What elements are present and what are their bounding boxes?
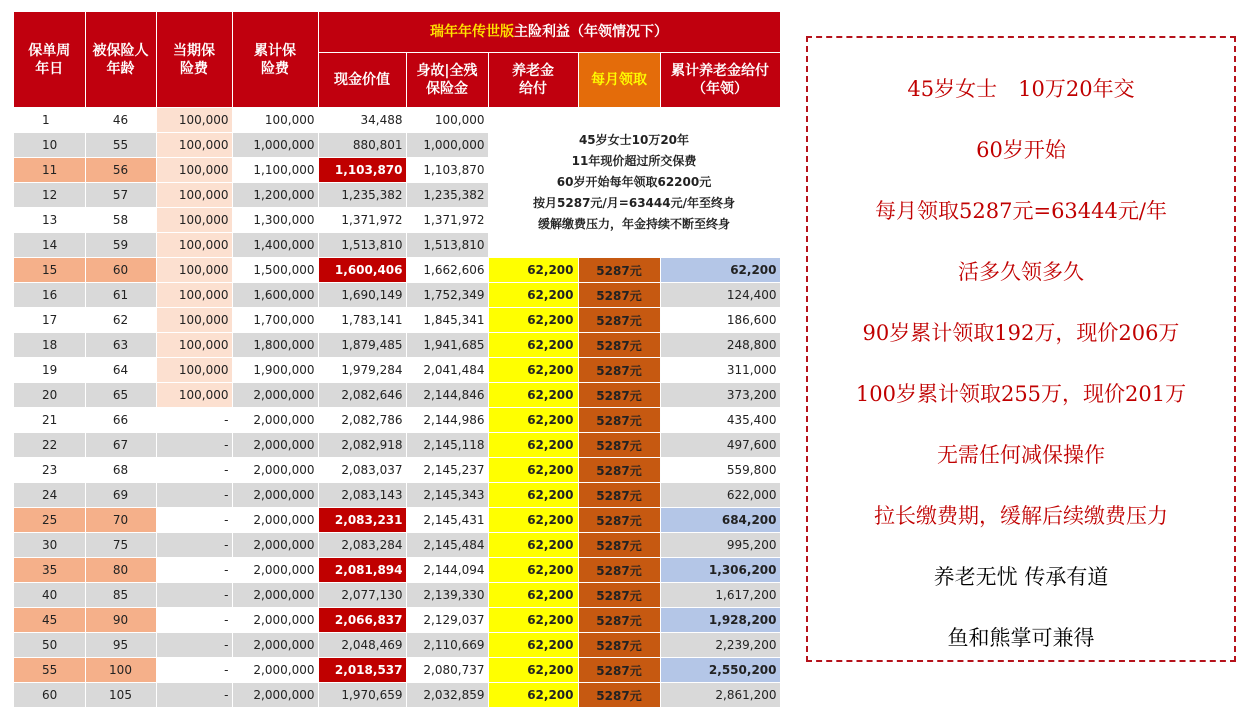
cell-current-premium: 100,000 bbox=[156, 283, 232, 308]
table-row bbox=[14, 308, 780, 333]
summary-line: 每月领取5287元=63444元/年 bbox=[875, 199, 1167, 223]
cell-death-benefit: 2,145,484 bbox=[406, 533, 488, 558]
cell-cumulative-premium: 2,000,000 bbox=[232, 483, 318, 508]
cell-policy-year: 50 bbox=[14, 633, 85, 658]
cell-cumulative-premium: 2,000,000 bbox=[232, 458, 318, 483]
cell-pension: 62,200 bbox=[488, 458, 578, 483]
cell-cumulative-pension: 435,400 bbox=[660, 408, 780, 433]
header-main-benefit-title: 瑞年年传世版主险利益（年领情况下） bbox=[318, 12, 780, 53]
table-row bbox=[14, 583, 780, 608]
cell-death-benefit: 2,144,846 bbox=[406, 383, 488, 408]
cell-policy-year: 17 bbox=[14, 308, 85, 333]
cell-pension: 62,200 bbox=[488, 433, 578, 458]
cell-insured-age: 70 bbox=[85, 508, 156, 533]
cell-death-benefit: 2,080,737 bbox=[406, 658, 488, 683]
cell-current-premium: 100,000 bbox=[156, 183, 232, 208]
cell-death-benefit: 1,235,382 bbox=[406, 183, 488, 208]
cell-insured-age: 68 bbox=[85, 458, 156, 483]
summary-line: 养老无忧 传承有道 bbox=[933, 565, 1109, 589]
cell-insured-age: 46 bbox=[85, 108, 156, 133]
cell-policy-year: 12 bbox=[14, 183, 85, 208]
table-row bbox=[14, 683, 780, 708]
cell-cumulative-premium: 1,800,000 bbox=[232, 333, 318, 358]
cell-current-premium: - bbox=[156, 458, 232, 483]
summary-line: 45岁女士 10万20年交 bbox=[907, 77, 1135, 101]
cell-cumulative-pension: 62,200 bbox=[660, 258, 780, 283]
cell-cumulative-premium: 2,000,000 bbox=[232, 583, 318, 608]
cell-insured-age: 85 bbox=[85, 583, 156, 608]
cell-cumulative-premium: 2,000,000 bbox=[232, 433, 318, 458]
cell-policy-year: 22 bbox=[14, 433, 85, 458]
summary-line: 90岁累计领取192万，现价206万 bbox=[862, 321, 1180, 345]
cell-pension: 62,200 bbox=[488, 383, 578, 408]
cell-pension: 62,200 bbox=[488, 283, 578, 308]
cell-current-premium: 100,000 bbox=[156, 383, 232, 408]
table-row bbox=[14, 508, 780, 533]
cell-death-benefit: 100,000 bbox=[406, 108, 488, 133]
table-row bbox=[14, 433, 780, 458]
cell-insured-age: 60 bbox=[85, 258, 156, 283]
table-row bbox=[14, 283, 780, 308]
cell-policy-year: 10 bbox=[14, 133, 85, 158]
header-current-premium: 当期保险费 bbox=[156, 12, 232, 108]
cell-death-benefit: 2,145,237 bbox=[406, 458, 488, 483]
cell-death-benefit: 2,129,037 bbox=[406, 608, 488, 633]
cell-current-premium: 100,000 bbox=[156, 108, 232, 133]
cell-cumulative-pension: 622,000 bbox=[660, 483, 780, 508]
table-row bbox=[14, 458, 780, 483]
cell-pension: 62,200 bbox=[488, 683, 578, 708]
table-row bbox=[14, 383, 780, 408]
cell-cumulative-pension: 2,550,200 bbox=[660, 658, 780, 683]
cell-insured-age: 57 bbox=[85, 183, 156, 208]
cell-insured-age: 65 bbox=[85, 383, 156, 408]
cell-cash-value: 2,082,646 bbox=[318, 383, 406, 408]
note-line: 缓解缴费压力，年金持续不断至终身 bbox=[537, 217, 730, 231]
note-line: 按月5287元/月=63444元/年至终身 bbox=[533, 196, 735, 210]
cell-cash-value: 2,083,143 bbox=[318, 483, 406, 508]
cell-monthly: 5287元 bbox=[578, 583, 660, 608]
cell-policy-year: 55 bbox=[14, 658, 85, 683]
cell-cumulative-premium: 2,000,000 bbox=[232, 533, 318, 558]
header-cumulative-pension: 累计养老金给付（年领） bbox=[660, 53, 780, 108]
cell-cumulative-pension: 995,200 bbox=[660, 533, 780, 558]
cell-monthly: 5287元 bbox=[578, 258, 660, 283]
table-row bbox=[14, 658, 780, 683]
cell-cumulative-pension: 2,861,200 bbox=[660, 683, 780, 708]
cell-cumulative-premium: 2,000,000 bbox=[232, 633, 318, 658]
cell-monthly: 5287元 bbox=[578, 358, 660, 383]
cell-policy-year: 30 bbox=[14, 533, 85, 558]
cell-cumulative-premium: 2,000,000 bbox=[232, 408, 318, 433]
cell-policy-year: 11 bbox=[14, 158, 85, 183]
cell-cumulative-pension: 248,800 bbox=[660, 333, 780, 358]
table-row bbox=[14, 333, 780, 358]
cell-cumulative-premium: 2,000,000 bbox=[232, 558, 318, 583]
cell-cash-value: 1,600,406 bbox=[318, 258, 406, 283]
cell-insured-age: 95 bbox=[85, 633, 156, 658]
cell-death-benefit: 2,032,859 bbox=[406, 683, 488, 708]
cell-monthly: 5287元 bbox=[578, 333, 660, 358]
header-cumulative-premium: 累计保险费 bbox=[232, 12, 318, 108]
cell-current-premium: 100,000 bbox=[156, 358, 232, 383]
cell-death-benefit: 1,103,870 bbox=[406, 158, 488, 183]
cell-pension: 62,200 bbox=[488, 508, 578, 533]
cell-policy-year: 20 bbox=[14, 383, 85, 408]
summary-line: 60岁开始 bbox=[976, 138, 1066, 162]
cell-insured-age: 90 bbox=[85, 608, 156, 633]
cell-policy-year: 24 bbox=[14, 483, 85, 508]
cell-cumulative-pension: 497,600 bbox=[660, 433, 780, 458]
cell-cash-value: 2,082,918 bbox=[318, 433, 406, 458]
header-cash-value: 现金价值 bbox=[318, 53, 406, 108]
table-row bbox=[14, 408, 780, 433]
cell-cash-value: 2,077,130 bbox=[318, 583, 406, 608]
cell-current-premium: 100,000 bbox=[156, 308, 232, 333]
header-pension: 养老金给付 bbox=[488, 53, 578, 108]
cell-insured-age: 75 bbox=[85, 533, 156, 558]
cell-insured-age: 105 bbox=[85, 683, 156, 708]
cell-death-benefit: 2,139,330 bbox=[406, 583, 488, 608]
cell-death-benefit: 1,371,972 bbox=[406, 208, 488, 233]
cell-policy-year: 13 bbox=[14, 208, 85, 233]
cell-death-benefit: 2,144,986 bbox=[406, 408, 488, 433]
cell-cumulative-premium: 2,000,000 bbox=[232, 608, 318, 633]
cell-current-premium: - bbox=[156, 683, 232, 708]
cell-cumulative-premium: 1,000,000 bbox=[232, 133, 318, 158]
cell-insured-age: 59 bbox=[85, 233, 156, 258]
cell-cumulative-premium: 1,700,000 bbox=[232, 308, 318, 333]
cell-monthly: 5287元 bbox=[578, 658, 660, 683]
cell-current-premium: - bbox=[156, 558, 232, 583]
cell-current-premium: 100,000 bbox=[156, 233, 232, 258]
cell-monthly: 5287元 bbox=[578, 683, 660, 708]
cell-monthly: 5287元 bbox=[578, 433, 660, 458]
cell-cumulative-pension: 373,200 bbox=[660, 383, 780, 408]
cell-pension: 62,200 bbox=[488, 658, 578, 683]
cell-policy-year: 40 bbox=[14, 583, 85, 608]
header-monthly: 每月领取 bbox=[578, 53, 660, 108]
cell-death-benefit: 2,041,484 bbox=[406, 358, 488, 383]
summary-panel bbox=[806, 36, 1236, 662]
cell-insured-age: 64 bbox=[85, 358, 156, 383]
cell-death-benefit: 1,662,606 bbox=[406, 258, 488, 283]
cell-cash-value: 2,066,837 bbox=[318, 608, 406, 633]
cell-current-premium: - bbox=[156, 583, 232, 608]
cell-cash-value: 2,048,469 bbox=[318, 633, 406, 658]
cell-policy-year: 15 bbox=[14, 258, 85, 283]
cell-cumulative-premium: 1,100,000 bbox=[232, 158, 318, 183]
cell-insured-age: 58 bbox=[85, 208, 156, 233]
summary-line: 100岁累计领取255万，现价201万 bbox=[855, 382, 1187, 406]
cell-cumulative-premium: 1,200,000 bbox=[232, 183, 318, 208]
cell-cash-value: 2,083,037 bbox=[318, 458, 406, 483]
cell-cash-value: 1,979,284 bbox=[318, 358, 406, 383]
cell-death-benefit: 1,941,685 bbox=[406, 333, 488, 358]
cell-policy-year: 35 bbox=[14, 558, 85, 583]
cell-cumulative-pension: 311,000 bbox=[660, 358, 780, 383]
cell-death-benefit: 2,110,669 bbox=[406, 633, 488, 658]
cell-cash-value: 1,690,149 bbox=[318, 283, 406, 308]
cell-death-benefit: 2,145,118 bbox=[406, 433, 488, 458]
cell-cumulative-premium: 2,000,000 bbox=[232, 508, 318, 533]
cell-cumulative-premium: 2,000,000 bbox=[232, 683, 318, 708]
cell-death-benefit: 2,145,431 bbox=[406, 508, 488, 533]
cell-cash-value: 1,103,870 bbox=[318, 158, 406, 183]
cell-cumulative-premium: 1,300,000 bbox=[232, 208, 318, 233]
cell-current-premium: - bbox=[156, 508, 232, 533]
cell-cumulative-pension: 1,306,200 bbox=[660, 558, 780, 583]
cell-insured-age: 61 bbox=[85, 283, 156, 308]
cell-cumulative-premium: 1,400,000 bbox=[232, 233, 318, 258]
cell-insured-age: 55 bbox=[85, 133, 156, 158]
cell-cash-value: 2,018,537 bbox=[318, 658, 406, 683]
cell-monthly: 5287元 bbox=[578, 608, 660, 633]
cell-death-benefit: 1,000,000 bbox=[406, 133, 488, 158]
table-row bbox=[14, 258, 780, 283]
cell-insured-age: 69 bbox=[85, 483, 156, 508]
cell-policy-year: 25 bbox=[14, 508, 85, 533]
cell-pension: 62,200 bbox=[488, 583, 578, 608]
cell-current-premium: - bbox=[156, 433, 232, 458]
cell-cash-value: 1,970,659 bbox=[318, 683, 406, 708]
cell-monthly: 5287元 bbox=[578, 483, 660, 508]
cell-insured-age: 63 bbox=[85, 333, 156, 358]
cell-current-premium: 100,000 bbox=[156, 258, 232, 283]
cell-cumulative-pension: 124,400 bbox=[660, 283, 780, 308]
cell-cash-value: 1,513,810 bbox=[318, 233, 406, 258]
cell-insured-age: 56 bbox=[85, 158, 156, 183]
cell-cash-value: 1,371,972 bbox=[318, 208, 406, 233]
cell-monthly: 5287元 bbox=[578, 458, 660, 483]
cell-death-benefit: 2,144,094 bbox=[406, 558, 488, 583]
header-policy-year: 保单周年日 bbox=[14, 12, 85, 108]
summary-line: 活多久领多久 bbox=[958, 260, 1084, 284]
cell-cumulative-pension: 1,928,200 bbox=[660, 608, 780, 633]
cell-policy-year: 60 bbox=[14, 683, 85, 708]
cell-pension: 62,200 bbox=[488, 558, 578, 583]
cell-cash-value: 34,488 bbox=[318, 108, 406, 133]
table-row bbox=[14, 533, 780, 558]
table-row bbox=[14, 558, 780, 583]
cell-policy-year: 14 bbox=[14, 233, 85, 258]
cell-pension: 62,200 bbox=[488, 358, 578, 383]
cell-cumulative-premium: 1,900,000 bbox=[232, 358, 318, 383]
summary-line: 拉长缴费期，缓解后续缴费压力 bbox=[874, 504, 1168, 528]
note-line: 60岁开始每年领取62200元 bbox=[556, 175, 712, 189]
cell-cash-value: 2,082,786 bbox=[318, 408, 406, 433]
cell-cash-value: 2,083,231 bbox=[318, 508, 406, 533]
cell-cumulative-premium: 1,600,000 bbox=[232, 283, 318, 308]
cell-cash-value: 1,783,141 bbox=[318, 308, 406, 333]
header-death-benefit: 身故|全残保险金 bbox=[406, 53, 488, 108]
cell-monthly: 5287元 bbox=[578, 408, 660, 433]
cell-insured-age: 67 bbox=[85, 433, 156, 458]
cell-cash-value: 2,083,284 bbox=[318, 533, 406, 558]
header-insured-age: 被保险人年龄 bbox=[85, 12, 156, 108]
cell-pension: 62,200 bbox=[488, 608, 578, 633]
cell-cumulative-premium: 100,000 bbox=[232, 108, 318, 133]
cell-cumulative-pension: 559,800 bbox=[660, 458, 780, 483]
cell-current-premium: - bbox=[156, 408, 232, 433]
cell-cumulative-pension: 186,600 bbox=[660, 308, 780, 333]
cell-policy-year: 16 bbox=[14, 283, 85, 308]
cell-insured-age: 62 bbox=[85, 308, 156, 333]
cell-policy-year: 19 bbox=[14, 358, 85, 383]
cell-monthly: 5287元 bbox=[578, 533, 660, 558]
cell-death-benefit: 1,513,810 bbox=[406, 233, 488, 258]
cell-policy-year: 18 bbox=[14, 333, 85, 358]
cell-monthly: 5287元 bbox=[578, 383, 660, 408]
cell-death-benefit: 1,845,341 bbox=[406, 308, 488, 333]
cell-pension: 62,200 bbox=[488, 333, 578, 358]
note-line: 11年现价超过所交保费 bbox=[571, 154, 697, 168]
cell-policy-year: 45 bbox=[14, 608, 85, 633]
cell-current-premium: 100,000 bbox=[156, 158, 232, 183]
cell-cumulative-pension: 1,617,200 bbox=[660, 583, 780, 608]
highlight-note bbox=[488, 108, 780, 258]
cell-monthly: 5287元 bbox=[578, 508, 660, 533]
cell-cumulative-premium: 1,500,000 bbox=[232, 258, 318, 283]
table-body bbox=[14, 108, 780, 708]
cell-cash-value: 880,801 bbox=[318, 133, 406, 158]
cell-pension: 62,200 bbox=[488, 408, 578, 433]
cell-current-premium: - bbox=[156, 633, 232, 658]
cell-death-benefit: 2,145,343 bbox=[406, 483, 488, 508]
table-row bbox=[14, 358, 780, 383]
cell-insured-age: 80 bbox=[85, 558, 156, 583]
cell-current-premium: - bbox=[156, 533, 232, 558]
table-row bbox=[14, 608, 780, 633]
cell-policy-year: 1 bbox=[14, 108, 85, 133]
cell-monthly: 5287元 bbox=[578, 633, 660, 658]
cell-cumulative-premium: 2,000,000 bbox=[232, 383, 318, 408]
cell-cumulative-premium: 2,000,000 bbox=[232, 658, 318, 683]
cell-monthly: 5287元 bbox=[578, 283, 660, 308]
cell-current-premium: 100,000 bbox=[156, 333, 232, 358]
table-row bbox=[14, 108, 780, 133]
benefit-table bbox=[14, 12, 781, 708]
cell-cumulative-pension: 684,200 bbox=[660, 508, 780, 533]
cell-pension: 62,200 bbox=[488, 483, 578, 508]
cell-cash-value: 1,879,485 bbox=[318, 333, 406, 358]
summary-line: 鱼和熊掌可兼得 bbox=[947, 626, 1095, 650]
cell-pension: 62,200 bbox=[488, 533, 578, 558]
table-row bbox=[14, 483, 780, 508]
table-row bbox=[14, 633, 780, 658]
cell-insured-age: 100 bbox=[85, 658, 156, 683]
cell-cash-value: 2,081,894 bbox=[318, 558, 406, 583]
cell-pension: 62,200 bbox=[488, 258, 578, 283]
cell-pension: 62,200 bbox=[488, 633, 578, 658]
cell-current-premium: - bbox=[156, 483, 232, 508]
cell-cumulative-pension: 2,239,200 bbox=[660, 633, 780, 658]
cell-policy-year: 23 bbox=[14, 458, 85, 483]
cell-monthly: 5287元 bbox=[578, 308, 660, 333]
cell-current-premium: - bbox=[156, 608, 232, 633]
cell-monthly: 5287元 bbox=[578, 558, 660, 583]
cell-insured-age: 66 bbox=[85, 408, 156, 433]
cell-current-premium: 100,000 bbox=[156, 133, 232, 158]
cell-death-benefit: 1,752,349 bbox=[406, 283, 488, 308]
summary-line: 无需任何减保操作 bbox=[937, 443, 1105, 467]
cell-current-premium: 100,000 bbox=[156, 208, 232, 233]
cell-pension: 62,200 bbox=[488, 308, 578, 333]
cell-cash-value: 1,235,382 bbox=[318, 183, 406, 208]
cell-policy-year: 21 bbox=[14, 408, 85, 433]
note-line: 45岁女士10万20年 bbox=[578, 133, 690, 147]
cell-current-premium: - bbox=[156, 658, 232, 683]
